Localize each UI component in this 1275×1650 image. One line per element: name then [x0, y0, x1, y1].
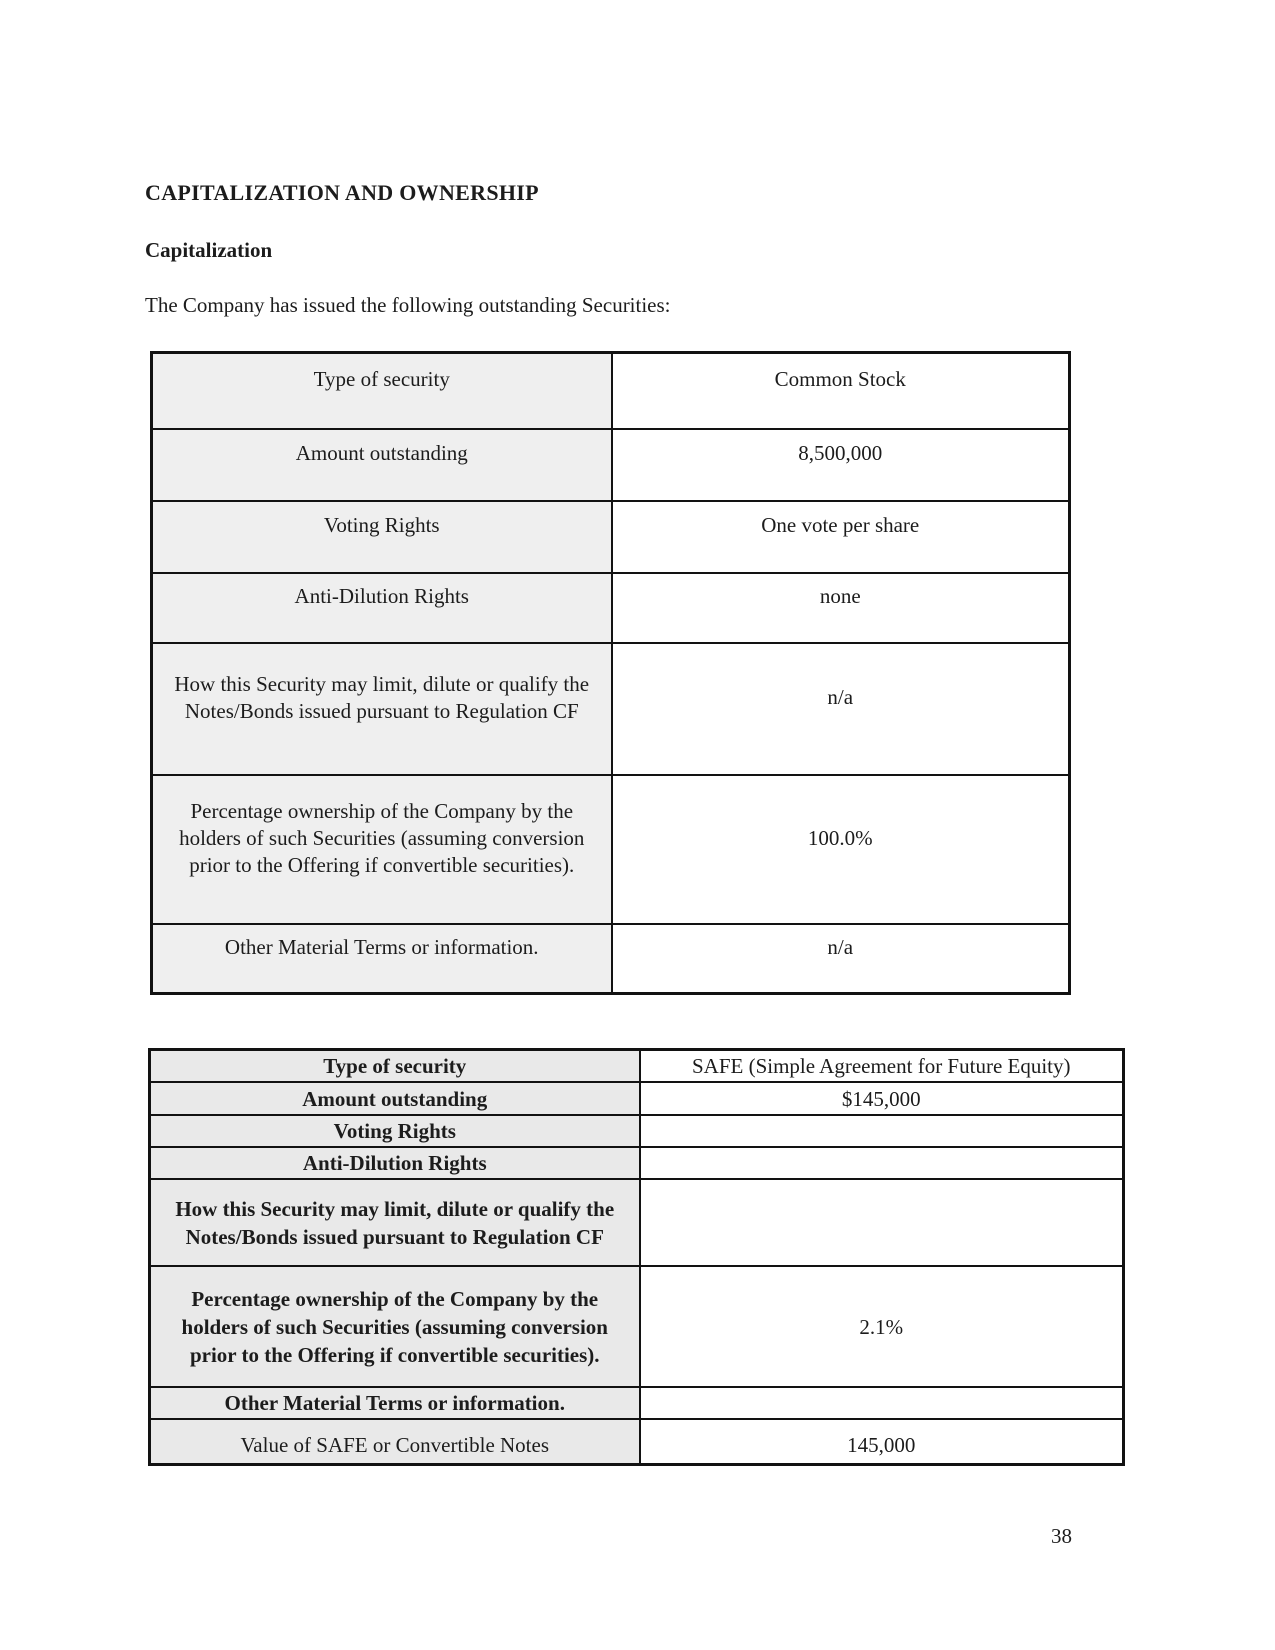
- safe-table: [148, 1048, 1125, 1466]
- table-row: [150, 1147, 1124, 1179]
- safe-table-body: [150, 1050, 1124, 1465]
- row-value-cell: [640, 1115, 1124, 1147]
- row-value-cell: [640, 1387, 1124, 1419]
- row-value-cell: [640, 1179, 1124, 1266]
- row-label-cell: Percentage ownership of the Company by the holders of such Securities (assuming conversion prior to the Offering if convertible securities).: [150, 1266, 640, 1387]
- table-row: [150, 1387, 1124, 1419]
- row-label-cell: Other Material Terms or information.: [150, 1387, 640, 1419]
- row-label-cell: Amount outstanding: [150, 1082, 640, 1115]
- row-value-cell: 8,500,000: [612, 429, 1070, 501]
- row-label-cell: Voting Rights: [152, 501, 612, 573]
- row-value-cell: One vote per share: [612, 501, 1070, 573]
- row-value-cell: n/a: [612, 643, 1070, 775]
- table-row: [150, 1179, 1124, 1266]
- row-label-cell: Percentage ownership of the Company by the holders of such Securities (assuming conversion prior to the Offering if convertible securities).: [152, 775, 612, 924]
- table-row: [150, 1419, 1124, 1464]
- row-value-cell: Common Stock: [612, 353, 1070, 429]
- row-label-cell: How this Security may limit, dilute or qualify the Notes/Bonds issued pursuant to Regulation CF: [150, 1179, 640, 1266]
- row-label-cell: How this Security may limit, dilute or qualify the Notes/Bonds issued pursuant to Regulation CF: [152, 643, 612, 775]
- subsection-heading: Capitalization: [145, 238, 273, 262]
- row-value-cell: SAFE (Simple Agreement for Future Equity): [640, 1050, 1124, 1083]
- row-value-cell: $145,000: [640, 1082, 1124, 1115]
- row-label-cell: Value of SAFE or Convertible Notes: [150, 1419, 640, 1464]
- section-heading: CAPITALIZATION AND OWNERSHIP: [145, 180, 539, 205]
- row-label-cell: Other Material Terms or information.: [152, 924, 612, 994]
- table-row: [150, 1115, 1124, 1147]
- row-value-cell: [640, 1147, 1124, 1179]
- common-stock-table: [150, 351, 1071, 995]
- table-row: [150, 1082, 1124, 1115]
- row-label-cell: Anti-Dilution Rights: [152, 573, 612, 643]
- row-value-cell: 145,000: [640, 1419, 1124, 1464]
- table-row: [150, 1266, 1124, 1387]
- table-row: [152, 924, 1070, 994]
- row-value-cell: 2.1%: [640, 1266, 1124, 1387]
- row-label-cell: Type of security: [152, 353, 612, 429]
- table-row: [152, 643, 1070, 775]
- row-value-cell: 100.0%: [612, 775, 1070, 924]
- row-label-cell: Type of security: [150, 1050, 640, 1083]
- row-value-cell: n/a: [612, 924, 1070, 994]
- table-row: [152, 775, 1070, 924]
- table-row: [152, 353, 1070, 429]
- row-label-cell: Voting Rights: [150, 1115, 640, 1147]
- row-label-cell: Anti-Dilution Rights: [150, 1147, 640, 1179]
- row-value-cell: none: [612, 573, 1070, 643]
- table-row: [150, 1050, 1124, 1083]
- row-label-cell: Amount outstanding: [152, 429, 612, 501]
- common-stock-table-body: [152, 353, 1070, 994]
- intro-paragraph: The Company has issued the following outstanding Securities:: [145, 293, 671, 317]
- page-number: 38: [1051, 1524, 1072, 1548]
- table-row: [152, 573, 1070, 643]
- table-row: [152, 501, 1070, 573]
- table-row: [152, 429, 1070, 501]
